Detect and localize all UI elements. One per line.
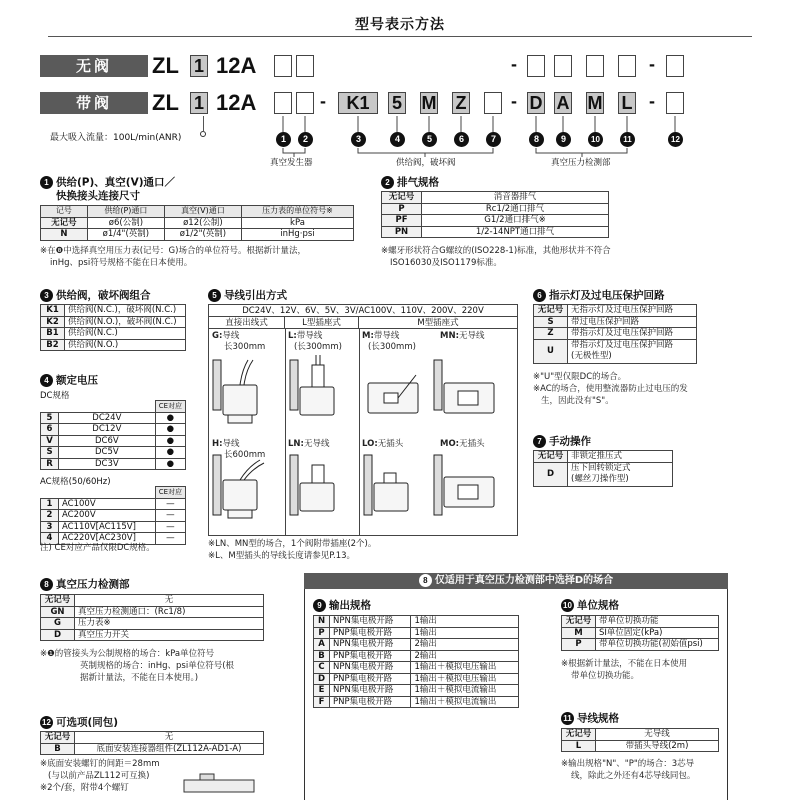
- code-dash: -: [649, 91, 655, 111]
- sec11-note2: 线，除此之外还有4芯导线同包。: [571, 771, 696, 781]
- wire-mn: MN:无导线: [440, 331, 485, 341]
- code-box-z: Z: [452, 92, 470, 114]
- solenoid-g-drawing: [223, 385, 257, 415]
- sec5-note1: ※LN、MN型的场合，1个阀附带插座(2个)。: [208, 539, 377, 549]
- title-divider: [48, 36, 752, 37]
- ac-header: AC规格(50/60Hz): [40, 477, 111, 487]
- sec2-num: 2: [381, 176, 394, 189]
- sec6-note3: 生，因此没有"S"。: [541, 396, 614, 406]
- sec8-table: 无记号 无 GN 真空压力检测通口：(Rc1/8) G 压力表※ D 真空压力开关: [40, 594, 264, 641]
- circle-7: 7: [486, 132, 501, 147]
- code-dash: -: [320, 91, 326, 111]
- code-box-blank: [666, 55, 684, 77]
- sec3-title: 3 供给阀，破坏阀组合: [40, 289, 151, 303]
- sec10-note1: ※根据新计量法，不能在日本使用: [561, 659, 688, 669]
- sec7-table: 无记号 非锁定推压式 D 压下回转锁定式 (螺丝刀操作型): [533, 450, 673, 487]
- model-prefix-1: ZL: [152, 53, 179, 78]
- sec11-num: 11: [561, 712, 574, 725]
- solenoid-l-drawing: [300, 387, 334, 415]
- model-box-1: 1: [190, 55, 208, 77]
- code-dash: -: [649, 54, 655, 74]
- sensor-d-header: 8 仅适用于真空压力检测部中选择D的场合: [304, 573, 728, 589]
- no-valve-label: 无阀: [40, 55, 148, 77]
- circle-11: 11: [620, 132, 635, 147]
- sec8-note2: 英制规格的场合：inHg、psi单位符号(根: [80, 661, 235, 671]
- sec5-sub-l: L型插座式: [285, 317, 359, 329]
- sec4-note: 注) CE对应产品仅限DC规格。: [40, 543, 155, 553]
- sec5-sub-m: M型插座式: [359, 317, 517, 329]
- sec11-table: 无记号 无导线 L 带插头导线(2m): [561, 728, 719, 752]
- sec8-num: 8: [40, 578, 53, 591]
- circle-6: 6: [454, 132, 469, 147]
- code-box-k1: K1: [338, 92, 378, 114]
- sec1-title: 1 供给(P)、真空(V)通口／: [40, 176, 175, 190]
- sec8-note1: ※❶的管接头为公制规格的场合：kPa单位符号: [40, 649, 215, 659]
- ac-table: CE对应 1 AC100V — 2 AC200V — 3 AC110V[AC115V] — 4 AC220V[AC230V] —: [40, 486, 186, 545]
- wire-m: M:带导线 (长300mm): [362, 331, 416, 352]
- code-box-5: 5: [388, 92, 406, 114]
- code-box-blank: [527, 55, 545, 77]
- sec5-num: 5: [208, 289, 221, 302]
- code-dash: -: [511, 91, 517, 111]
- circle-5: 5: [422, 132, 437, 147]
- circle-4: 4: [390, 132, 405, 147]
- sec8d-num: 8: [419, 574, 432, 587]
- sec1-num: 1: [40, 176, 53, 189]
- circle-9: 9: [556, 132, 571, 147]
- with-valve-label: 带阀: [40, 92, 148, 114]
- code-box-l: L: [618, 92, 636, 114]
- wiring-drawings: [208, 355, 518, 535]
- sec5-header: DC24V、12V、6V、5V、3V/AC100V、110V、200V、220V: [209, 305, 517, 317]
- code-box-blank: [484, 92, 502, 114]
- sec2-note2: ISO16030及ISO1179标准。: [390, 258, 502, 268]
- sec11-title: 11 导线规格: [561, 712, 619, 726]
- sec4-num: 4: [40, 374, 53, 387]
- sec1-table: 记号 供给(P)通口 真空(V)通口 压力表的单位符号※ 无记号 ø6(公制) ø12(公制) kPa N ø1/4"(英制) ø1/2"(英制) inHg·psi: [40, 205, 354, 241]
- sec5-sub-direct: 直接出线式: [209, 317, 285, 329]
- sec10-num: 10: [561, 599, 574, 612]
- wire-mo: MO:无插头: [440, 439, 485, 449]
- model-prefix-2: ZL: [152, 90, 179, 115]
- sec10-title: 10 单位规格: [561, 599, 619, 613]
- sec6-table: 无记号 无指示灯及过电压保护回路 S 带过电压保护回路 Z 带指示灯及过电压保护回路 U 带指示灯及过电压保护回路 (无极性型): [533, 304, 697, 364]
- dc-header: DC规格: [40, 391, 70, 401]
- sec6-title: 6 指示灯及过电压保护回路: [533, 289, 665, 303]
- wire-ln: LN:无导线: [288, 439, 330, 449]
- code-box-blank: [296, 55, 314, 77]
- circle-12: 12: [668, 132, 683, 147]
- sec10-note2: 带单位切换功能。: [571, 671, 640, 681]
- sec7-num: 7: [533, 435, 546, 448]
- sec9-title: 9 输出规格: [313, 599, 371, 613]
- sec12-num: 12: [40, 716, 53, 729]
- sec1-note2: inHg、psi符号规格不能在日本使用。: [50, 258, 193, 268]
- sec6-num: 6: [533, 289, 546, 302]
- sec3-num: 3: [40, 289, 53, 302]
- wire-l: L:带导线 (长300mm): [288, 331, 342, 352]
- code-box-d: D: [527, 92, 545, 114]
- circle-8: 8: [529, 132, 544, 147]
- model-box-2: 1: [190, 92, 208, 114]
- sec1-note1: ※在❽中选择真空用压力表(记号：G)场合的单位符号。根据新计量法，: [40, 246, 306, 256]
- sec11-note1: ※输出规格"N"、"P"的场合：3芯导: [561, 759, 695, 769]
- group-vac-gen: 真空发生器: [270, 158, 313, 168]
- code-box-a: A: [554, 92, 572, 114]
- circle-1: 1: [276, 132, 291, 147]
- dc-table: CE对应 5 DC24V ● 6 DC12V ● V DC6V ● S DC5V ● R DC3V ●: [40, 400, 186, 470]
- code-box-blank: [274, 92, 292, 114]
- sec5-title: 5 导线引出方式: [208, 289, 287, 303]
- sec12-note1: ※底面安装螺钉的间距＝28mm: [40, 759, 160, 769]
- sec8-title: 8 真空压力检测部: [40, 578, 130, 592]
- sec6-note1: ※"U"型仅限DC的场合。: [533, 372, 627, 382]
- sec12-note2: (与以前产品ZL112可互换): [48, 771, 150, 781]
- code-box-m2: M: [587, 93, 603, 113]
- sec9-table: N NPN集电极开路 1输出 P PNP集电极开路 1输出 A NPN集电极开路 2输出 B PNP集电极开路 2输出 C NPN集电极开路 1输出＋模拟电压输出 D PNP集电极开路 1输出＋模拟电压输出 E NPN集电极开路 1输出＋模拟电流输出 F PNP集电极开路 1输出＋模拟电流输出: [313, 615, 519, 708]
- sec8-note3: 据新计量法，不能在日本使用。): [80, 673, 199, 683]
- code-box-blank: [296, 92, 314, 114]
- code-box-blank: [618, 55, 636, 77]
- sec12-note3: ※2个/套，附带4个螺钉: [40, 783, 129, 793]
- model-mid-1: 12A: [216, 53, 257, 78]
- code-dash: -: [511, 54, 517, 74]
- solenoid-lo-drawing: [374, 483, 408, 511]
- max-flow-text: 最大吸入流量：100L/min(ANR): [50, 133, 182, 143]
- solenoid-ln-drawing: [300, 483, 334, 511]
- circle-2: 2: [298, 132, 313, 147]
- solenoid-h-drawing: [223, 480, 257, 510]
- sec5-note2: ※L、M型插头的导线长度请参见P.13。: [208, 551, 356, 561]
- wire-h: H:导线 长600mm: [212, 439, 266, 460]
- sec4-title: 4 额定电压: [40, 374, 98, 388]
- code-box-blank: [274, 55, 292, 77]
- sec6-note2: ※AC的场合，使用整流器防止过电压的发: [533, 384, 688, 394]
- code-box-m: M: [421, 93, 437, 113]
- code-box-blank: [586, 55, 604, 77]
- wire-lo: LO:无插头: [362, 439, 404, 449]
- circle-3: 3: [351, 132, 366, 147]
- sec9-num: 9: [313, 599, 326, 612]
- sec3-table: K1 供给阀(N.C.)，破坏阀(N.C.) K2 供给阀(N.O.)，破坏阀(N.C.) B1 供给阀(N.C.) B2 供给阀(N.O.): [40, 304, 186, 351]
- circle-10: 10: [588, 132, 603, 147]
- group-valve: 供给阀，破坏阀: [396, 158, 456, 168]
- sec7-title: 7 手动操作: [533, 435, 591, 449]
- code-box-blank: [554, 55, 572, 77]
- sec2-table: 无记号 消音器排气 P Rc1/2通口排气 PF G1/2通口排气※ PN 1/2-14NPT通口排气: [381, 191, 609, 238]
- sec2-title: 2 排气规格: [381, 176, 439, 190]
- group-sensor: 真空压力检测部: [551, 158, 611, 168]
- sec12-title: 12 可选项(同包): [40, 716, 118, 730]
- connector-kit-drawing: [180, 770, 264, 800]
- sec2-note1: ※螺牙形状符合G螺纹的(ISO228-1)标准，其他形状并不符合: [381, 246, 611, 256]
- code-box-blank: [666, 92, 684, 114]
- sec12-table: 无记号 无 B 底面安装连接器组件(ZL112A-AD1-A): [40, 731, 264, 755]
- sec1-title2: 快换接头连接尺寸: [56, 190, 140, 202]
- sec10-table: 无记号 带单位切换功能 M SI单位固定(kPa) P 带单位切换功能(初始值psi): [561, 615, 719, 651]
- wire-g: G:导线 长300mm: [212, 331, 266, 352]
- model-mid-2: 12A: [216, 90, 257, 115]
- page-title: 型号表示方法: [355, 17, 445, 33]
